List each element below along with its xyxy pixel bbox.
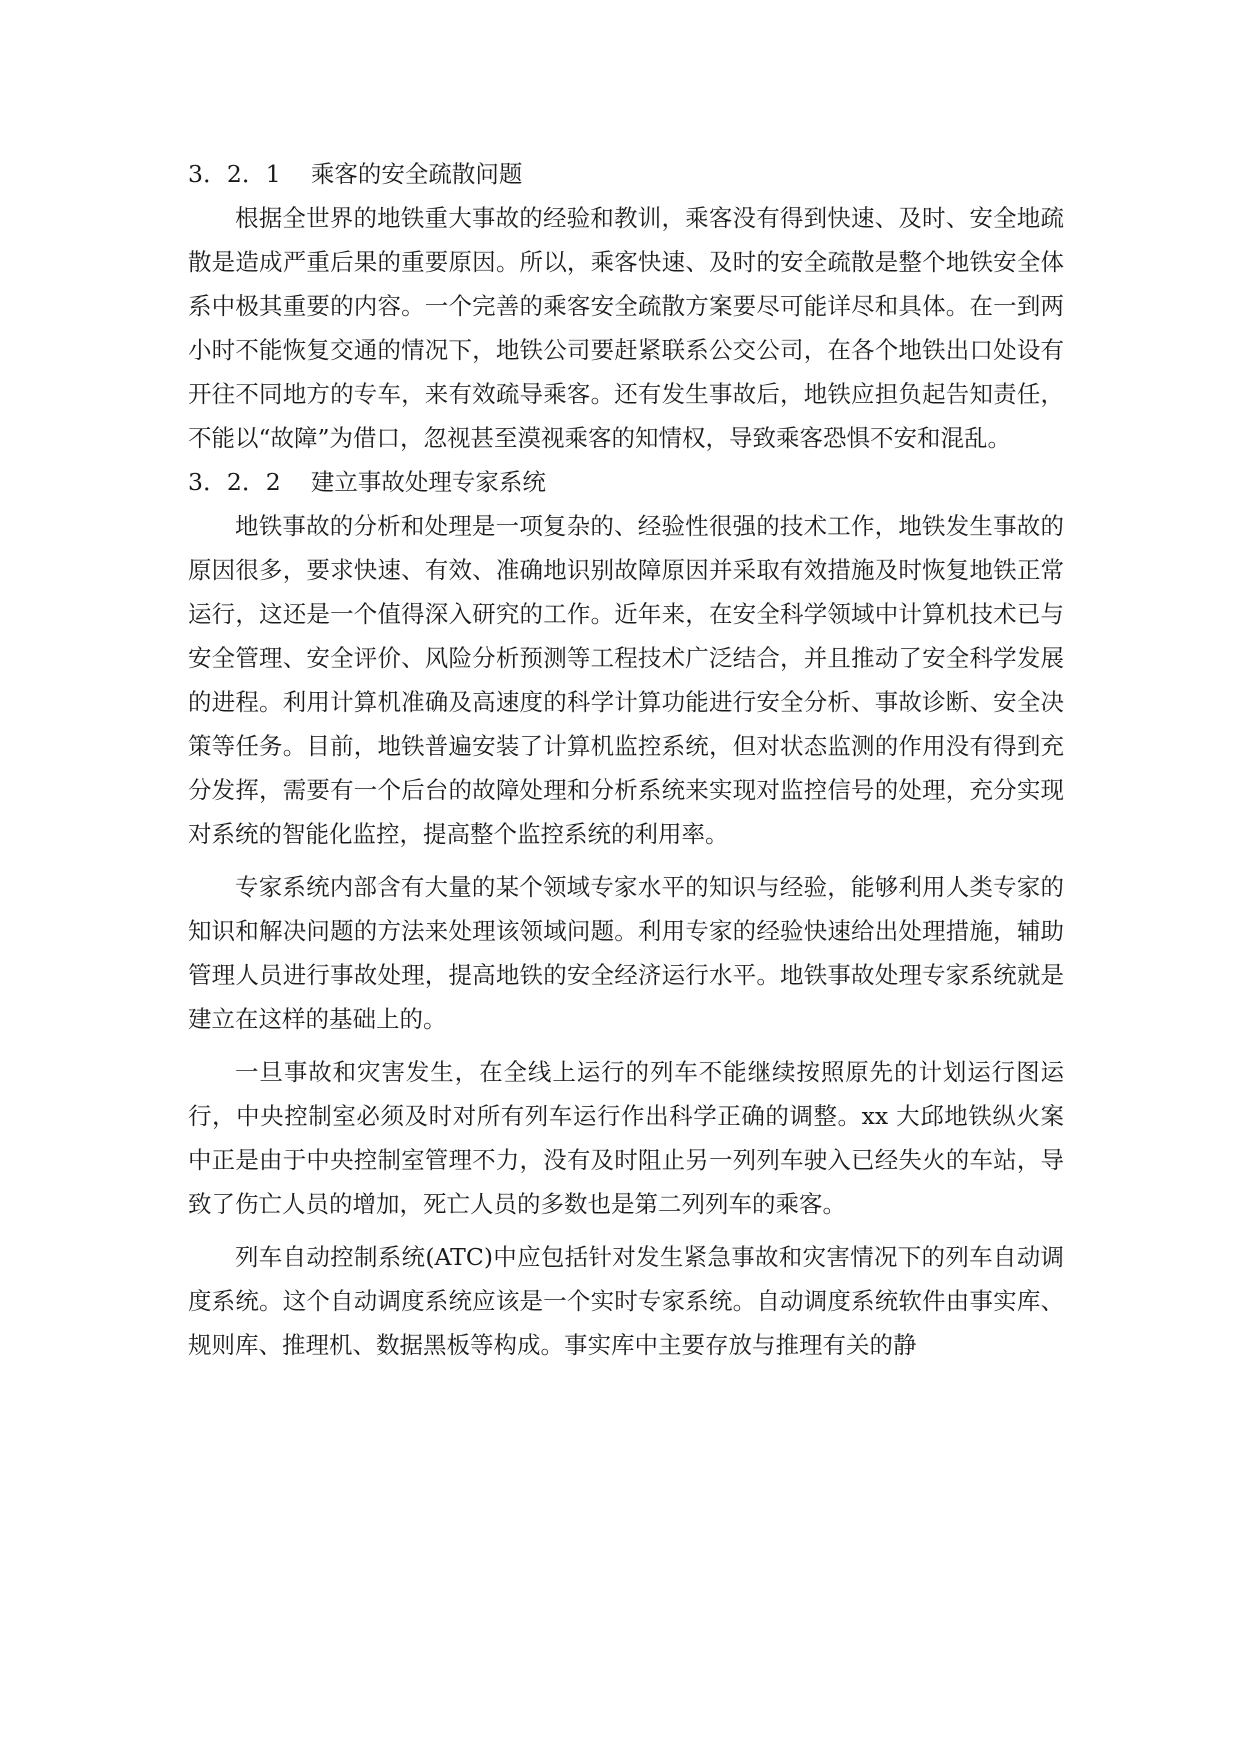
- section-number: 3．2．1: [188, 160, 281, 188]
- section-number: 3．2．2: [188, 468, 281, 496]
- document-page: [188, 152, 1064, 1367]
- paragraph-expert-system: 专家系统内部含有大量的某个领域专家水平的知识与经验，能够利用人类专家的知识和解决问题的方法来处理该领域问题。利用专家的经验快速给出处理措施，辅助管理人员进行事故处理，提高地铁的安全经济运行水平。地铁事故处理专家系统就是建立在这样的基础上的。: [188, 873, 1064, 1033]
- section-heading-3-2-2: [188, 460, 1064, 504]
- paragraph-atc-system: 列车自动控制系统(ATC)中应包括针对发生紧急事故和灾害情况下的列车自动调度系统。这个自动调度系统应该是一个实时专家系统。自动调度系统软件由事实库、规则库、推理机、数据黑板等构成。事实库中主要存放与推理有关的静: [188, 1243, 1064, 1359]
- paragraph-dispatch-adjustment: 一旦事故和灾害发生，在全线上运行的列车不能继续按照原先的计划运行图运行，中央控制室必须及时对所有列车运行作出科学正确的调整。xx 大邱地铁纵火案中正是由于中央控制室管理不力，没有及时阻止另一列列车驶入已经失火的车站，导致了伤亡人员的增加，死亡人员的多数也是第二列列车的乘客。: [188, 1058, 1064, 1218]
- paragraph-accident-analysis: 地铁事故的分析和处理是一项复杂的、经验性很强的技术工作，地铁发生事故的原因很多，要求快速、有效、准确地识别故障原因并采取有效措施及时恢复地铁正常运行，这还是一个值得深入研究的工作。近年来，在安全科学领域中计算机技术已与安全管理、安全评价、风险分析预测等工程技术广泛结合，并且推动了安全科学发展的进程。利用计算机准确及高速度的科学计算功能进行安全分析、事故诊断、安全决策等任务。目前，地铁普遍安装了计算机监控系统，但对状态监测的作用没有得到充分发挥，需要有一个后台的故障处理和分析系统来实现对监控信号的处理，充分实现对系统的智能化监控，提高整个监控系统的利用率。: [188, 512, 1064, 848]
- section-heading-3-2-1: [188, 152, 1064, 196]
- section-title: 乘客的安全疏散问题: [310, 160, 523, 188]
- section-title: 建立事故处理专家系统: [310, 468, 546, 496]
- paragraph-evacuation: 根据全世界的地铁重大事故的经验和教训，乘客没有得到快速、及时、安全地疏散是造成严重后果的重要原因。所以，乘客快速、及时的安全疏散是整个地铁安全体系中极其重要的内容。一个完善的乘客安全疏散方案要尽可能详尽和具体。在一到两小时不能恢复交通的情况下，地铁公司要赶紧联系公交公司，在各个地铁出口处设有开往不同地方的专车，来有效疏导乘客。还有发生事故后，地铁应担负起告知责任，不能以“故障”为借口，忽视甚至漠视乘客的知情权，导致乘客恐惧不安和混乱。: [188, 204, 1064, 452]
